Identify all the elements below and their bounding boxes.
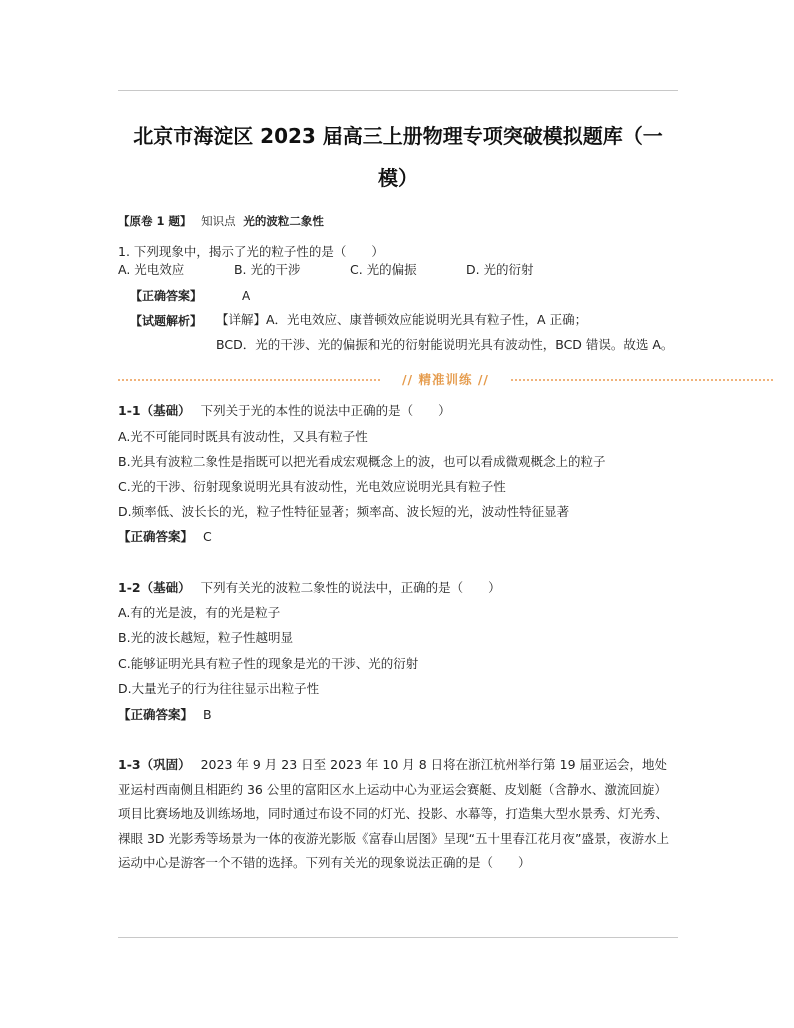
question-1-1-option-a: A.光不可能同时既具有波动性，又具有粒子性 [118, 429, 368, 444]
original-tag: 【原卷 1 题】 [118, 214, 192, 228]
title-line-2: 模） [378, 166, 418, 190]
page-title [118, 115, 678, 199]
answer-value: A [242, 289, 251, 303]
banner-slash-icon: // [477, 372, 489, 387]
explanation-label: 【试题解析】 [130, 314, 203, 328]
answer-value: B [203, 707, 212, 722]
banner-label [380, 370, 511, 388]
question-number: 1-2 [118, 580, 141, 595]
question-number: 1-3 [118, 757, 141, 772]
answer-label: 【正确答案】 [118, 707, 194, 722]
question-level: （基础） [140, 403, 191, 418]
question-level: （巩固） [140, 757, 191, 772]
banner-dotted-line-right [511, 379, 773, 381]
question-1-2-option-a: A.有的光是波，有的光是粒子 [118, 605, 281, 620]
question-number: 1-1 [118, 403, 141, 418]
option-a: A. 光电效应 [118, 262, 185, 277]
question-1-2-option-b: B.光的波长越短，粒子性越明显 [118, 630, 294, 645]
explanation-line-1: 【详解】A．光电效应、康普顿效应能说明光具有粒子性，A 正确； [216, 312, 588, 327]
original-question-header [118, 213, 324, 229]
answer-value: C [203, 529, 212, 544]
question-text: 下列有关光的波粒二象性的说法中，正确的是（ ） [200, 580, 501, 595]
question-1-1-answer [118, 527, 212, 545]
question-1-1-option-b: B.光具有波粒二象性是指既可以把光看成宏观概念上的波，也可以看成微观概念上的粒子 [118, 454, 606, 469]
banner-dotted-line-left [118, 379, 380, 381]
question-1-2-stem [118, 578, 501, 596]
question-1-1-option-d: D.频率低、波长长的光，粒子性特征显著；频率高、波长短的光，波动性特征显著 [118, 504, 570, 519]
question-text: 2023 年 9 月 23 日至 2023 年 10 月 8 日将在浙江杭州举行第 19 届亚运会，地处亚运村西南侧且相距约 36 公里的富阳区水上运动中心为亚运会赛艇、皮划艇（含静水、激流回旋）项目比赛场地及训练场地，同时通过布设不同的灯光、投影、水幕等，打造集大型水景秀、灯光秀、裸眼 3D 光影秀等场景为一体的夜游光影版《富春山居图》呈现“五十里春江花月夜”盛景，夜游水上运动中心是游客一个不错的选择。下列有关光的现象说法正确的是（ ） [118, 757, 669, 870]
banner-text: 精准训练 [418, 372, 473, 387]
question-1-2-option-d: D.大量光子的行为往往显示出粒子性 [118, 681, 320, 696]
question-1-1-stem [118, 401, 451, 419]
option-b: B. 光的干涉 [233, 262, 301, 277]
footer-rule [118, 937, 678, 938]
option-d: D. 光的衍射 [465, 262, 534, 277]
practice-banner [118, 368, 773, 390]
answer-label: 【正确答案】 [130, 289, 203, 303]
knowledge-point-name: 光的波粒二象性 [243, 214, 324, 228]
question-text: 下列关于光的本性的说法中正确的是（ ） [200, 403, 451, 418]
header-rule [118, 90, 678, 91]
original-question-options [118, 261, 678, 279]
question-1-3-paragraph [118, 753, 678, 876]
question-level: （基础） [140, 580, 191, 595]
knowledge-point-label: 知识点 [201, 214, 236, 228]
question-1-2-option-c: C.能够证明光具有粒子性的现象是光的干涉、光的衍射 [118, 656, 419, 671]
explanation-line-2: BCD．光的干涉、光的偏振和光的衍射能说明光具有波动性，BCD 错误。故选 A。 [216, 337, 674, 352]
title-line-1: 北京市海淀区 2023 届高三上册物理专项突破模拟题库（一 [133, 124, 663, 148]
original-answer-row [130, 287, 250, 304]
original-question-stem: 1. 下列现象中，揭示了光的粒子性的是（ ） [118, 244, 384, 259]
option-c: C. 光的偏振 [349, 262, 417, 277]
banner-slash-icon: // [401, 372, 414, 387]
question-1-1-option-c: C.光的干涉、衍射现象说明光具有波动性，光电效应说明光具有粒子性 [118, 479, 506, 494]
answer-label: 【正确答案】 [118, 529, 194, 544]
question-1-2-answer [118, 705, 212, 723]
